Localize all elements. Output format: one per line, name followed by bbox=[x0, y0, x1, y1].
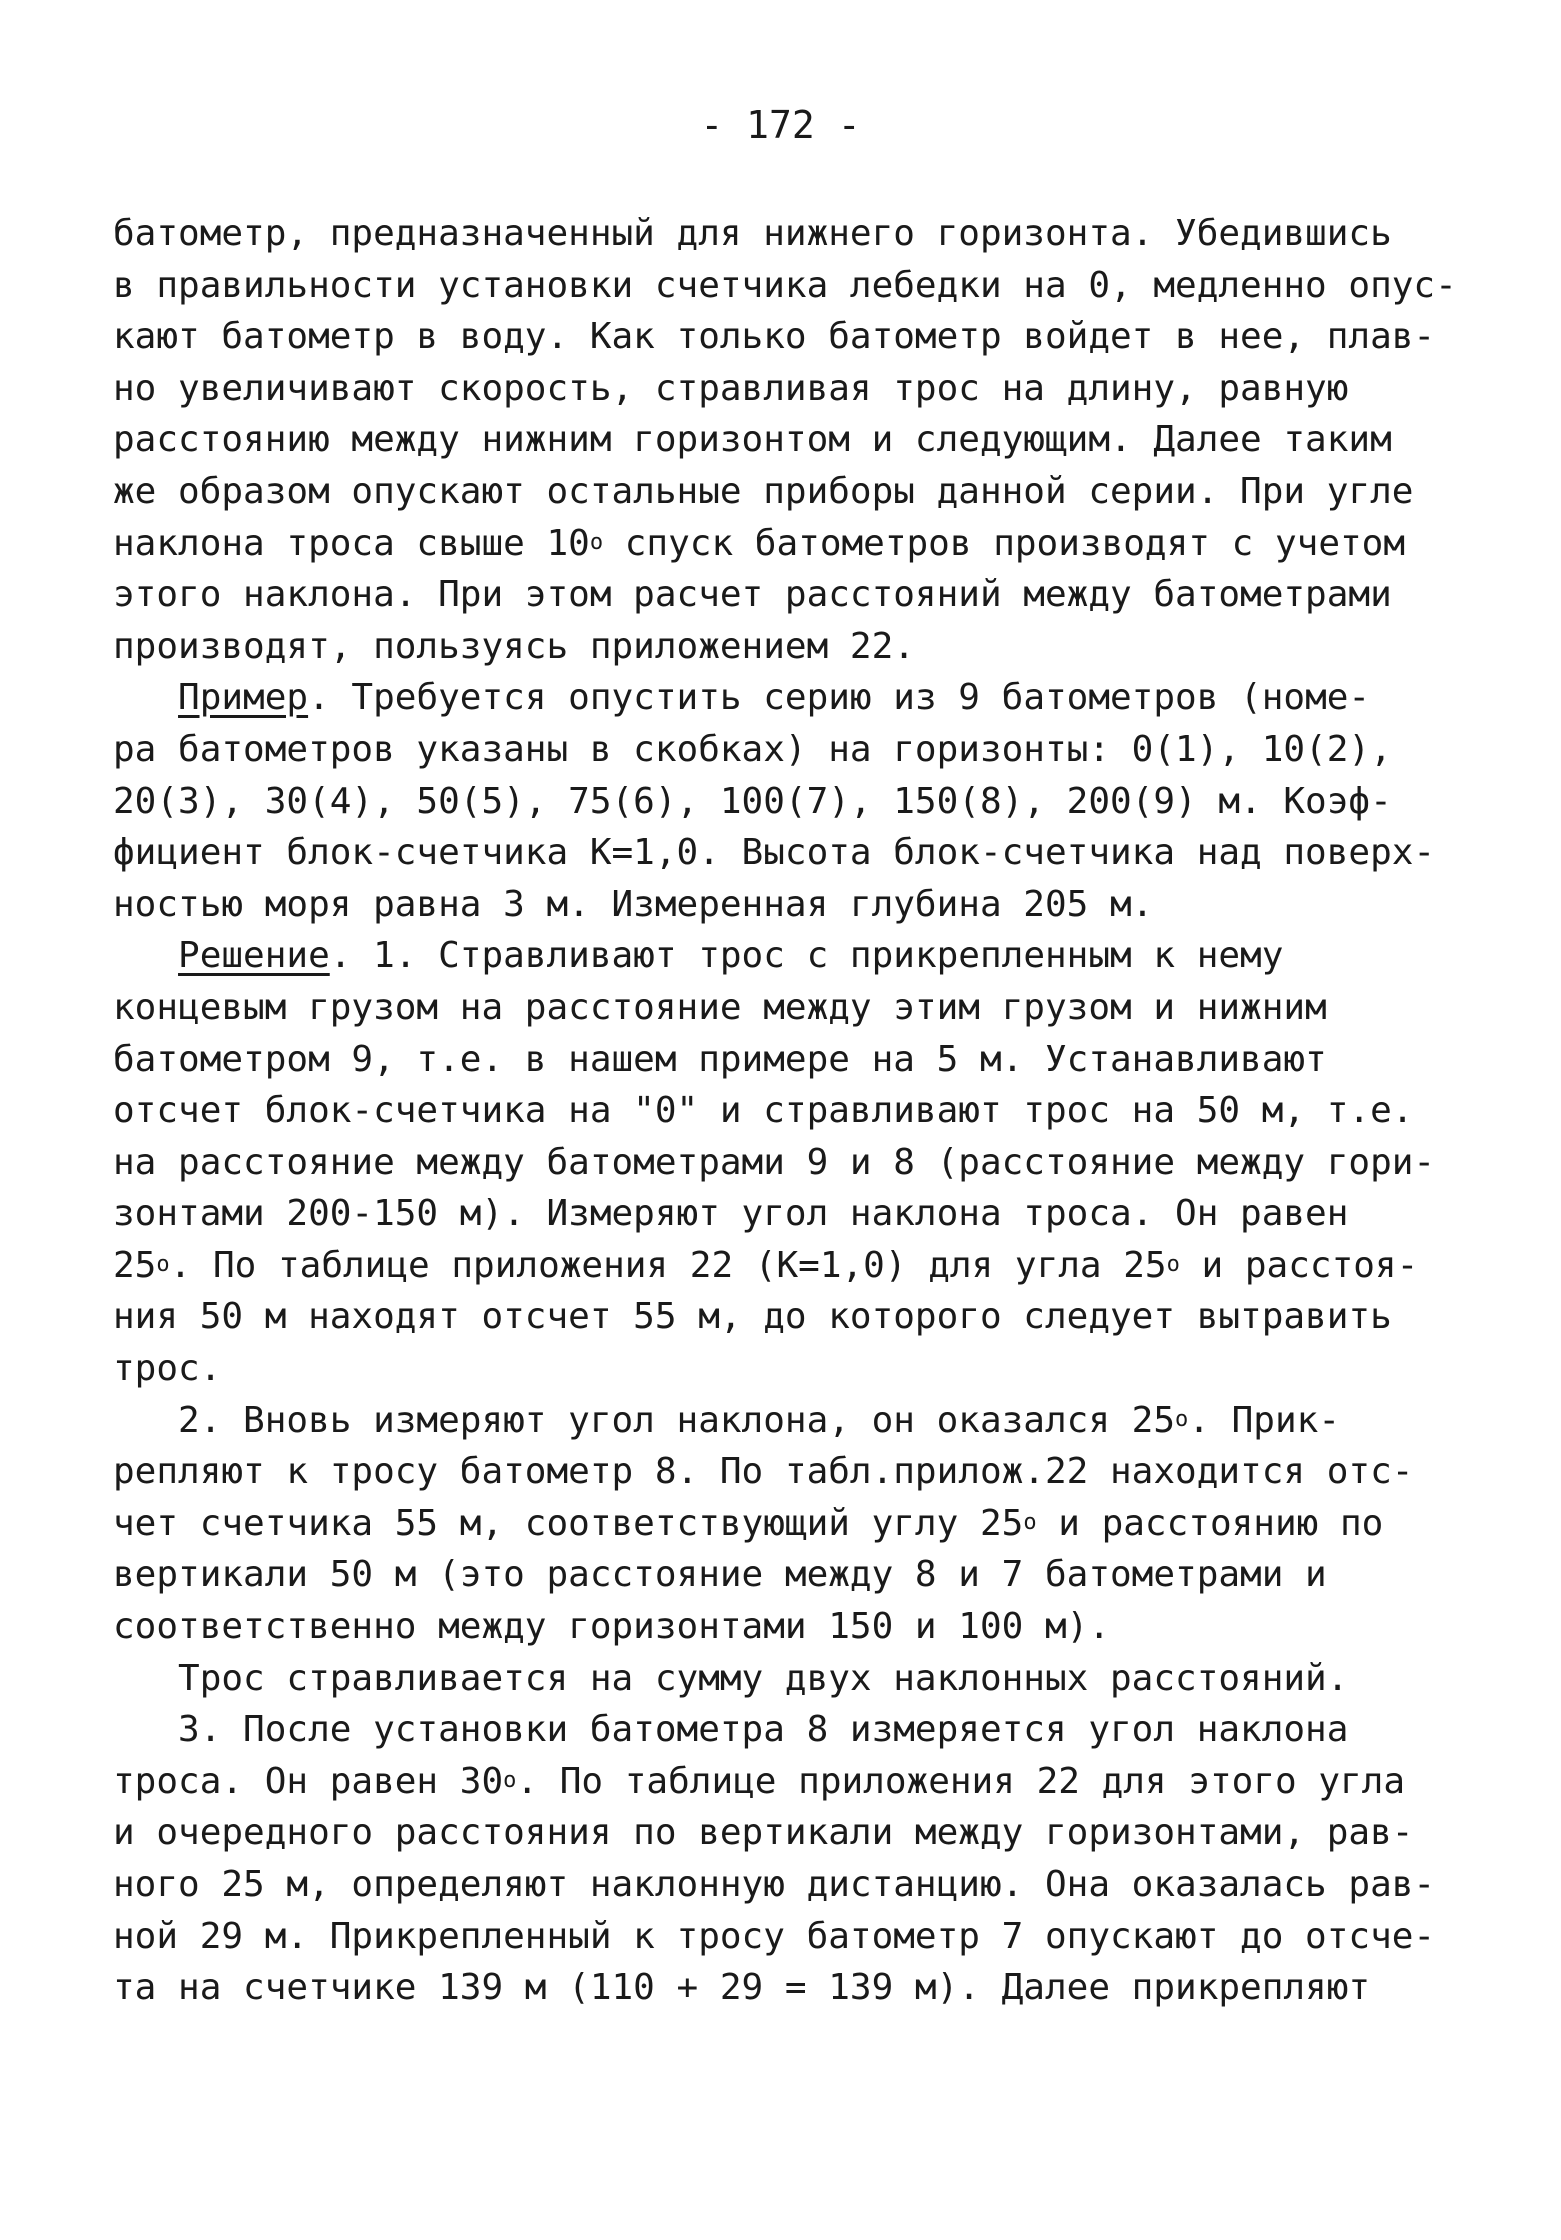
text-segment: троса. Он равен 30 bbox=[113, 1760, 504, 1802]
text-line bbox=[113, 1859, 1436, 1911]
text-line bbox=[113, 827, 1436, 879]
text-segment: трос. bbox=[113, 1348, 222, 1390]
body-text bbox=[113, 208, 1457, 2014]
text-line bbox=[113, 724, 1413, 776]
text-segment: ра батометров указаны в скобках) на горизонты: 0(1), 10(2), bbox=[113, 728, 1392, 770]
text-segment: кают батометр в воду. Как только батометр войдет в нее, плав- bbox=[113, 316, 1436, 358]
text-line bbox=[113, 672, 1413, 724]
text-line bbox=[113, 363, 1413, 415]
text-segment: и очередного расстояния по вертикали между горизонтами, рав- bbox=[113, 1812, 1414, 1854]
degree-superscript: о bbox=[1175, 1406, 1189, 1432]
text-segment: но увеличивают скорость, стравливая трос на длину, равную bbox=[113, 367, 1349, 409]
text-line bbox=[113, 208, 1413, 260]
degree-superscript: о bbox=[589, 529, 604, 555]
text-segment bbox=[113, 935, 178, 976]
text-line bbox=[113, 1085, 1413, 1137]
text-line bbox=[113, 518, 1413, 570]
text-segment: чет счетчика 55 м, соответствующий углу 25 bbox=[113, 1502, 1024, 1544]
text-segment: . По таблице приложения 22 для этого угла bbox=[516, 1760, 1406, 1802]
text-line bbox=[113, 930, 1413, 982]
text-segment: фициент блок-счетчика К=1,0. Высота блок-счетчика над поверх- bbox=[113, 832, 1436, 874]
text-segment: отсчет блок-счетчика на "0" и стравливают трос на 50 м, т.е. bbox=[113, 1090, 1414, 1132]
text-segment: 2. Вновь измеряют угол наклона, он оказался 25 bbox=[113, 1399, 1176, 1441]
text-segment: соответственно между горизонтами 150 и 100 м). bbox=[113, 1606, 1110, 1648]
text-line bbox=[113, 1704, 1413, 1756]
text-line bbox=[113, 1653, 1413, 1705]
text-segment: 20(3), 30(4), 50(5), 75(6), 100(7), 150(8), 200(9) м. Коэф- bbox=[113, 780, 1392, 822]
text-line bbox=[113, 414, 1413, 466]
text-segment: вертикали 50 м (это расстояние между 8 и 7 батометрами и bbox=[113, 1554, 1327, 1596]
text-line bbox=[113, 1601, 1413, 1653]
text-segment: этого наклона. При этом расчет расстояний между батометрами bbox=[113, 574, 1392, 616]
text-segment: наклона троса свыше 10 bbox=[113, 522, 590, 564]
text-segment: репляют к тросу батометр 8. По табл.прилож.22 находится отс- bbox=[113, 1451, 1414, 1493]
text-segment: Трос стравливается на сумму двух наклонных расстояний. bbox=[113, 1657, 1349, 1699]
degree-superscript: о bbox=[503, 1767, 517, 1793]
text-line bbox=[113, 1240, 1419, 1292]
page-number: - 172 - bbox=[700, 103, 861, 147]
text-segment: . Требуется опустить серию из 9 батометров (номе- bbox=[308, 677, 1371, 719]
text-segment: ния 50 м находят отсчет 55 м, до которого следует вытравить bbox=[113, 1296, 1392, 1338]
underlined-heading: Пример bbox=[178, 677, 309, 719]
text-segment: зонтами 200-150 м). Измеряют угол наклона троса. Он равен bbox=[113, 1193, 1349, 1235]
text-line bbox=[113, 1911, 1436, 1963]
text-line bbox=[113, 1807, 1413, 1859]
text-segment: . 1. Стравливают трос с прикрепленным к нему bbox=[329, 935, 1284, 977]
text-segment: концевым грузом на расстояние между этим грузом и нижним bbox=[113, 986, 1327, 1028]
text-segment: 3. После установки батометра 8 измеряется угол наклона bbox=[113, 1709, 1349, 1751]
text-line bbox=[113, 1343, 1413, 1395]
text-line bbox=[113, 1756, 1413, 1808]
degree-superscript: о bbox=[1023, 1509, 1037, 1535]
degree-superscript: о bbox=[1166, 1251, 1180, 1277]
text-line bbox=[113, 982, 1413, 1034]
text-line bbox=[113, 776, 1413, 828]
text-line bbox=[113, 1034, 1413, 1086]
text-segment: 25 bbox=[113, 1244, 157, 1286]
text-line bbox=[113, 260, 1457, 312]
text-segment: та на счетчике 139 м (110 + 29 = 139 м). Далее прикрепляют bbox=[113, 1967, 1371, 2009]
text-segment: ного 25 м, определяют наклонную дистанцию. Она оказалась рав- bbox=[113, 1864, 1436, 1905]
text-segment bbox=[113, 677, 178, 718]
text-segment: . Прик- bbox=[1188, 1399, 1340, 1441]
degree-superscript: о bbox=[156, 1251, 170, 1277]
text-line bbox=[113, 466, 1413, 518]
text-segment: и расстоянию по bbox=[1036, 1502, 1384, 1544]
text-line bbox=[113, 1962, 1413, 2014]
text-segment: ностью моря равна 3 м. Измеренная глубина 205 м. bbox=[113, 883, 1154, 925]
text-segment: расстоянию между нижним горизонтом и следующим. Далее таким bbox=[113, 419, 1392, 461]
text-line bbox=[113, 879, 1413, 931]
text-line bbox=[113, 311, 1436, 363]
text-line bbox=[113, 1549, 1413, 1601]
text-line bbox=[113, 621, 1413, 673]
text-line bbox=[113, 569, 1413, 621]
text-segment: и расстоя- bbox=[1179, 1244, 1419, 1286]
text-segment: же образом опускают остальные приборы данной серии. При угле bbox=[113, 470, 1414, 512]
underlined-heading: Решение bbox=[178, 935, 330, 977]
text-line bbox=[113, 1137, 1436, 1189]
text-segment: ной 29 м. Прикрепленный к тросу батометр 7 опускают до отсче- bbox=[113, 1915, 1436, 1957]
text-segment: батометр, предназначенный для нижнего горизонта. Убедившись bbox=[113, 213, 1392, 254]
text-line bbox=[113, 1446, 1413, 1498]
text-line bbox=[113, 1291, 1413, 1343]
text-segment: спуск батометров производят с учетом bbox=[603, 522, 1406, 564]
text-segment: производят, пользуясь приложением 22. bbox=[113, 625, 915, 667]
text-line bbox=[113, 1498, 1413, 1550]
text-line bbox=[113, 1395, 1413, 1447]
text-segment: . По таблице приложения 22 (К=1,0) для угла 25 bbox=[169, 1244, 1167, 1286]
text-segment: в правильности установки счетчика лебедки на 0, медленно опус- bbox=[113, 264, 1457, 306]
text-segment: батометром 9, т.е. в нашем примере на 5 м. Устанавливают bbox=[113, 1038, 1327, 1080]
text-segment: на расстояние между батометрами 9 и 8 (расстояние между гори- bbox=[113, 1141, 1436, 1183]
text-line bbox=[113, 1188, 1413, 1240]
